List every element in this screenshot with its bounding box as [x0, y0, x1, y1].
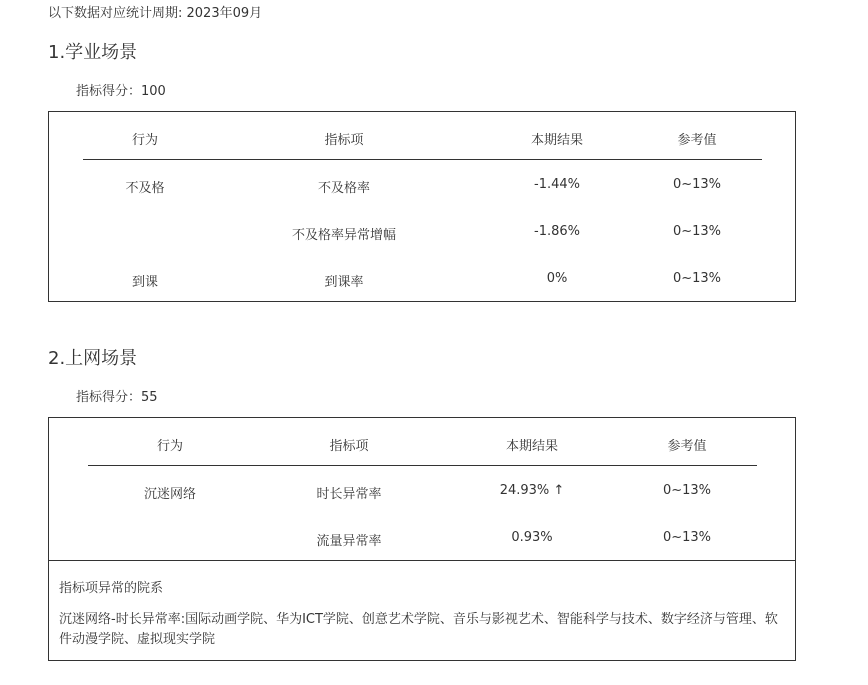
table-internet: [48, 417, 796, 661]
abnormal-departments: [49, 560, 795, 661]
header-divider: [88, 465, 757, 466]
cell-reference: 0~13%: [672, 224, 722, 239]
score-academic: 指标得分：100: [76, 84, 166, 99]
score-internet: 指标得分：55: [76, 390, 158, 405]
header-reference: 参考值: [677, 133, 717, 148]
cell-indicator: 到课率: [324, 275, 364, 290]
section-title-internet: 2.上网场景: [48, 348, 138, 369]
cell-reference: 0~13%: [672, 271, 722, 286]
header-behavior: 行为: [156, 439, 184, 454]
header-reference: 参考值: [667, 439, 707, 454]
header-indicator: 指标项: [324, 133, 364, 148]
header-indicator: 指标项: [329, 439, 369, 454]
cell-reference: 0~13%: [672, 177, 722, 192]
header-behavior: 行为: [131, 133, 159, 148]
header-result: 本期结果: [530, 133, 584, 148]
section-title-academic: 1.学业场景: [48, 42, 138, 63]
cell-indicator: 不及格率: [317, 181, 371, 196]
abnormal-text: 沉迷网络-时长异常率:国际动画学院、华为ICT学院、创意艺术学院、音乐与影视艺术、智能科学与技术、数字经济与管理、软件动漫学院、虚拟现实学院: [59, 612, 778, 647]
table-academic: [48, 111, 796, 302]
header-result: 本期结果: [505, 439, 559, 454]
cell-result: -1.44%: [534, 177, 580, 192]
cell-reference: 0~13%: [662, 483, 712, 498]
cell-reference: 0~13%: [662, 530, 712, 545]
cell-result: -1.86%: [534, 224, 580, 239]
cell-indicator: 不及格率异常增幅: [291, 228, 397, 243]
cell-result: 24.93% ↑: [499, 483, 565, 498]
header-divider: [83, 159, 762, 160]
period-label: 以下数据对应统计周期: 2023年09月: [48, 6, 263, 21]
cell-result: 0.93%: [511, 530, 553, 545]
cell-result: 0%: [546, 271, 568, 286]
abnormal-title: 指标项异常的院系: [59, 581, 164, 596]
cell-behavior: 不及格: [125, 181, 165, 196]
cell-indicator: 流量异常率: [316, 534, 382, 549]
cell-behavior: 沉迷网络: [143, 487, 197, 502]
cell-behavior: 到课: [131, 275, 159, 290]
cell-indicator: 时长异常率: [316, 487, 382, 502]
